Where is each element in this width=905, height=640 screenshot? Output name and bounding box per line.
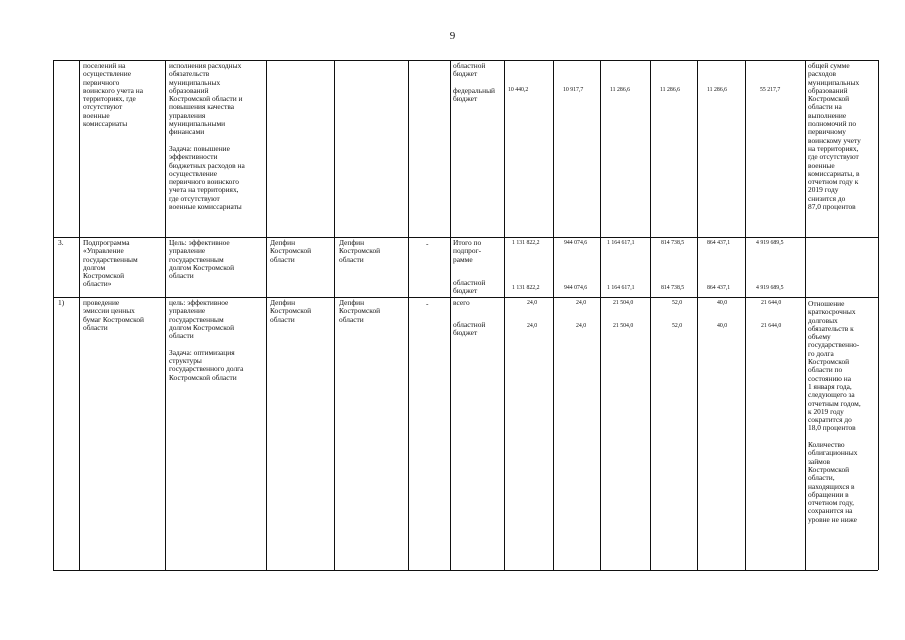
col-divider (334, 60, 335, 570)
row1-source-regional: областной бюджет (453, 320, 486, 338)
page-number: 9 (449, 30, 456, 42)
row1-regional-2: 24,0 (576, 323, 587, 329)
col-divider (805, 60, 806, 570)
block1-indicator: общей сумме расходов муниципальных образований Костромской области на выполнение полномочий по первичному воинскому учету на территориях, где отсутствуют военные комиссариаты, в отчетном году к 2019 году снизится до 87,0 процентов (808, 61, 861, 212)
row1-total-3: 21 504,0 (613, 300, 634, 306)
row3-number: 3. (58, 238, 64, 247)
row3-regional-4: 814 738,5 (661, 285, 685, 291)
row1-goal: цель: эффективное управление государственным долгом Костромской области Задача: оптимизация структуры государственного долга Костромской области (169, 298, 244, 382)
row1-total-2: 24,0 (576, 300, 587, 306)
block1-value-4: 11 286,6 (660, 87, 681, 93)
row3-source-regional: областной бюджет (453, 278, 486, 296)
col-divider (266, 60, 267, 570)
row3-coexecutor: Депфин Костромской области (339, 238, 381, 264)
row1-executor: Депфин Костромской области (270, 298, 312, 324)
row3-source-total: Итого по подпрог- рамме (453, 238, 482, 264)
row3-dash: - (426, 239, 429, 248)
row1-regional-3: 21 504,0 (613, 323, 634, 329)
row1-coexecutor: Депфин Костромской области (339, 298, 381, 324)
row1-regional-4: 52,0 (672, 323, 683, 329)
row1-indicator: Отношение краткосрочных долговых обязательств к объему государственно- го долга Костромской области по состоянию на 1 января года, следующего за отчетным годом, к 2019 году сократится до 18,0 процентов Количество облигационных займов Костромской области, находящихся в обращении в отчетном году, сохранится на уровне не ниже (808, 299, 861, 524)
row3-total-3: 1 164 617,1 (607, 240, 635, 246)
row1-dash: - (426, 299, 429, 308)
col-divider (553, 60, 554, 570)
row3-regional-2: 944 074,6 (564, 285, 588, 291)
col-divider (697, 60, 698, 570)
block1-sources: областной бюджет федеральный бюджет (453, 61, 495, 104)
row3-regional-1: 1 131 822,2 (512, 285, 540, 291)
row3-total-4: 814 738,5 (661, 240, 685, 246)
row3-executor: Депфин Костромской области (270, 238, 312, 264)
row3-name: Подпрограмма «Управление государственным долгом Костромской области» (83, 238, 138, 289)
col-divider (504, 60, 505, 570)
row1-name: проведение эмиссии ценных бумаг Костромской области (83, 298, 144, 332)
block1-target: поселений на осуществление первичного воинского учета на территориях, где отсутствуют военные комиссариаты (83, 61, 144, 129)
row1-number: 1) (58, 298, 65, 307)
block1-goal: исполнения расходных обязательств муниципальных образований Костромской области и повышения качества управления муниципальными финансами Задача: повышение эффективности бюджетных расходов на осуществление первичного воинского учета на территориях, где отсутствуют военные комиссариаты (169, 61, 245, 212)
row3-regional-3: 1 164 617,1 (607, 285, 635, 291)
block1-value-3: 11 286,6 (610, 87, 631, 93)
col-divider (600, 60, 601, 570)
block1-value-1: 10 440,2 (508, 87, 529, 93)
row3-total-1: 1 131 822,2 (512, 240, 540, 246)
col-divider (53, 60, 54, 570)
row3-regional-6: 4 919 689,5 (756, 285, 784, 291)
table-bottom-border (53, 570, 878, 571)
row3-regional-5: 864 437,1 (707, 285, 731, 291)
row1-regional-1: 24,0 (527, 323, 538, 329)
row1-total-1: 24,0 (527, 300, 538, 306)
block1-value-2: 10 917,7 (563, 87, 584, 93)
row3-total-5: 864 437,1 (707, 240, 731, 246)
block1-value-6: 55 217,7 (760, 87, 781, 93)
col-divider (878, 60, 879, 570)
row1-source-total: всего (453, 298, 470, 307)
row1-total-4: 52,0 (672, 300, 683, 306)
row3-total-6: 4 919 689,5 (756, 240, 784, 246)
col-divider (79, 60, 80, 570)
row1-total-5: 40,0 (717, 300, 728, 306)
row1-regional-6: 21 644,0 (761, 323, 782, 329)
col-divider (650, 60, 651, 570)
col-divider (408, 60, 409, 570)
col-divider (745, 60, 746, 570)
row1-total-6: 21 644,0 (761, 300, 782, 306)
row1-regional-5: 40,0 (717, 323, 728, 329)
col-divider (450, 60, 451, 570)
block1-value-5: 11 286,6 (707, 87, 728, 93)
row3-total-2: 944 074,6 (564, 240, 588, 246)
col-divider (165, 60, 166, 570)
row3-goal: Цель: эффективное управление государственным долгом Костромской области (169, 238, 235, 281)
